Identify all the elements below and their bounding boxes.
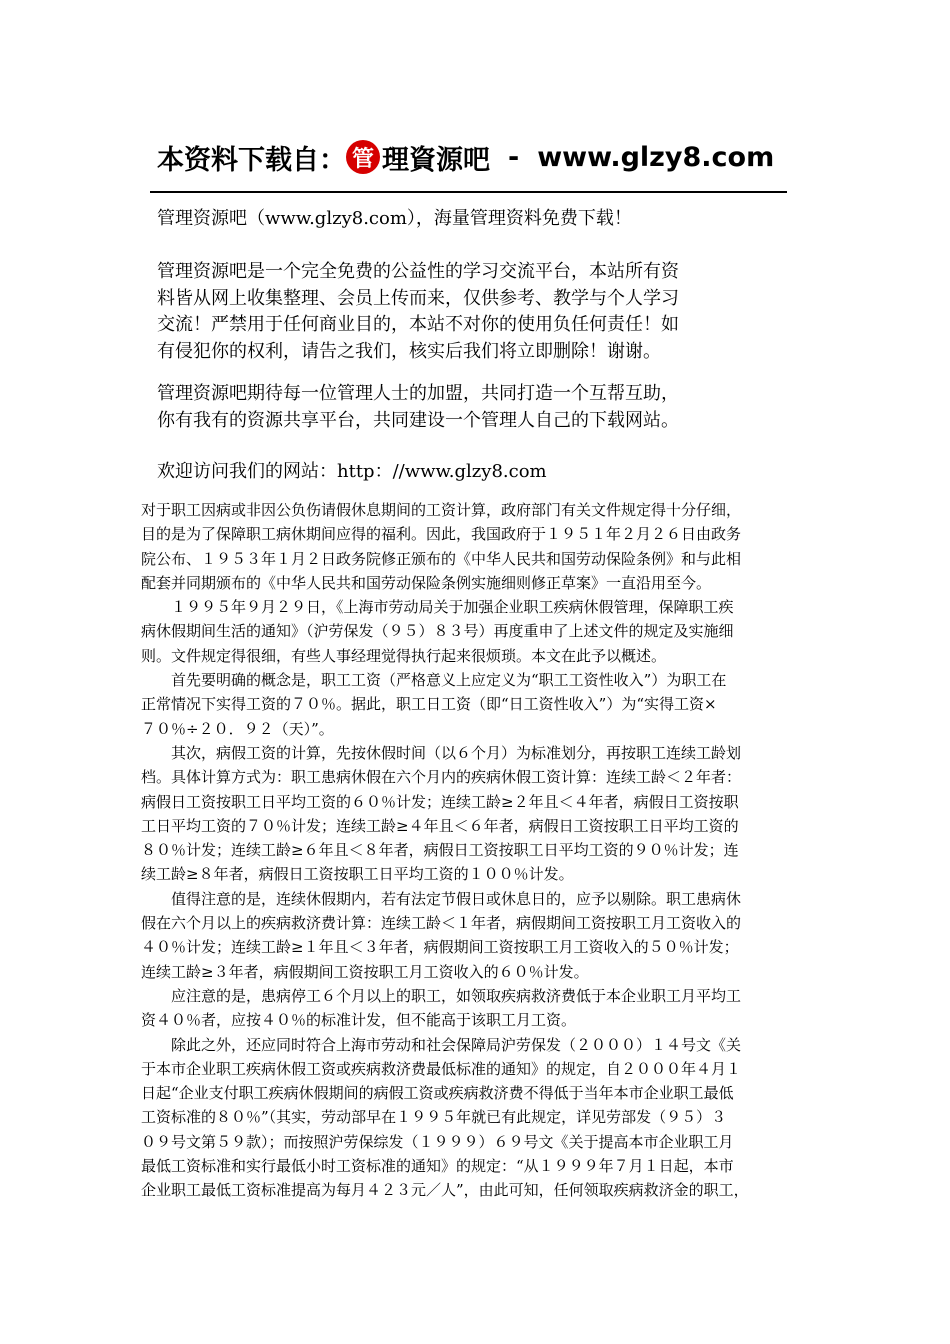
article-line: 值得注意的是，连续休假期内，若有法定节假日或休息日的，应予以剔除。职工患病休	[141, 889, 742, 908]
notice-invitation-line: 管理资源吧期待每一位管理人士的加盟，共同打造一个互帮互助，	[157, 383, 679, 404]
article-line: 工资标准的８０％”（其实，劳动部早在１９９５年就已有此规定，详见劳部发（９５）３	[141, 1108, 727, 1127]
notice-disclaimer-line: 有侵犯你的权利，请告之我们，核实后我们将立即删除！谢谢。	[157, 340, 661, 362]
site-url[interactable]: www.glzy8.com	[537, 141, 775, 173]
article-line: 其次，病假工资的计算，先按休假时间（以６个月）为标准划分，再按职工连续工龄划	[141, 743, 742, 762]
article-line: 首先要明确的概念是，职工工资（严格意义上应定义为“职工工资性收入”）为职工在	[141, 671, 727, 690]
site-logo	[346, 138, 490, 177]
article-line: ０９号文第５９款）；而按照沪劳保综发（１９９９）６９号文《关于提高本市企业职工月	[141, 1132, 734, 1151]
article-line: 目的是为了保障职工病休期间应得的福利。因此，我国政府于１９５１年２月２６日由政务	[141, 525, 742, 544]
article-line: １９９５年９月２９日，《上海市劳动局关于加强企业职工疾病休假管理，保障职工疾	[141, 598, 734, 617]
article-line: 档。具体计算方式为：职工患病休假在六个月内的疾病休假工资计算：连续工龄＜２年者：	[141, 768, 742, 787]
banner-prefix: 本资料下载自：	[157, 144, 346, 176]
article-line: ７０％÷２０．９２（天）”。	[141, 719, 334, 738]
article-line: 企业职工最低工资标准提高为每月４２３元／人”，由此可知，任何领取疾病救济金的职工，	[141, 1181, 749, 1200]
notice-invitation	[157, 381, 679, 434]
notice-welcome	[157, 459, 547, 486]
notice-intro-line: 管理资源吧（www.glzy8.com），海量管理资料免费下载！	[157, 208, 632, 229]
article-line: ８０％计发；连续工龄≥６年且＜８年者，病假日工资按职工日平均工资的９０％计发；连	[141, 841, 739, 860]
logo-mark-icon: 管	[346, 140, 380, 174]
notice-disclaimer	[157, 259, 679, 365]
banner-divider	[150, 191, 787, 193]
article-line: 病休假期间生活的通知》（沪劳保发（９５）８３号）再度重申了上述文件的规定及实施细	[141, 622, 734, 641]
article-line: 配套并同期颁布的《中华人民共和国劳动保险条例实施细则修正草案》一直沿用至今。	[141, 573, 712, 592]
article-body	[141, 498, 821, 1203]
notice-intro	[157, 206, 632, 233]
article-line: 正常情况下实得工资的７０％。据此，职工日工资（即“日工资性收入”）为“实得工资×	[141, 695, 717, 714]
welcome-link[interactable]: 欢迎访问我们的网站：http：//www.glzy8.com	[157, 461, 547, 482]
article-line: 应注意的是，患病停工６个月以上的职工，如领取疾病救济费低于本企业职工月平均工	[141, 986, 742, 1005]
article-line: 对于职工因病或非因公负伤请假休息期间的工资计算，政府部门有关文件规定得十分仔细，	[141, 501, 742, 519]
article-line: 续工龄≥８年者，病假日工资按职工日平均工资的１００％计发。	[141, 865, 574, 884]
banner-dash: -	[508, 141, 520, 173]
article-line: 病假日工资按职工日平均工资的６０％计发；连续工龄≥２年且＜４年者，病假日工资按职	[141, 792, 739, 811]
article-line: 资４０％者，应按４０％的标准计发，但不能高于该职工月工资。	[141, 1011, 577, 1030]
article-line: 除此之外，还应同时符合上海市劳动和社会保障局沪劳保发（２０００）１４号文《关	[141, 1035, 742, 1054]
article-line: 连续工龄≥３年者，病假期间工资按职工月工资收入的６０％计发。	[141, 962, 589, 981]
article-line: 工日平均工资的７０％计发；连续工龄≥４年且＜６年者，病假日工资按职工日平均工资的	[141, 816, 739, 835]
notice-disclaimer-line: 交流！严禁用于任何商业目的，本站不对你的使用负任何责任！如	[157, 314, 679, 336]
article-line: 最低工资标准和实行最低小时工资标准的通知》的规定：“从１９９９年７月１日起，本市	[141, 1157, 734, 1176]
article-line: 院公布、１９５３年１月２日政务院修正颁布的《中华人民共和国劳动保险条例》和与此相	[141, 549, 742, 568]
notice-invitation-line: 你有我有的资源共享平台，共同建设一个管理人自己的下载网站。	[157, 409, 679, 431]
article-line: 假在六个月以上的疾病救济费计算：连续工龄＜１年者，病假期间工资按职工月工资收入的	[141, 914, 742, 933]
article-line: 则。文件规定得很细，有些人事经理觉得执行起来很烦琐。本文在此予以概述。	[141, 646, 667, 665]
notice-disclaimer-line: 管理资源吧是一个完全免费的公益性的学习交流平台，本站所有资	[157, 261, 679, 282]
download-banner-title	[157, 137, 774, 177]
article-line: ４０％计发；连续工龄≥１年且＜３年者，病假期间工资按职工月工资收入的５０％计发；	[141, 938, 739, 957]
article-line: 于本市企业职工疾病休假工资或疾病救济费最低标准的通知》的规定，自２０００年４月１	[141, 1059, 742, 1078]
article-line: 日起“企业支付职工疾病休假期间的病假工资或疾病救济费不得低于当年本市企业职工最低	[141, 1084, 734, 1103]
site-name: 理資源吧	[382, 144, 490, 176]
notice-disclaimer-line: 料皆从网上收集整理、会员上传而来，仅供参考、教学与个人学习	[157, 287, 679, 309]
